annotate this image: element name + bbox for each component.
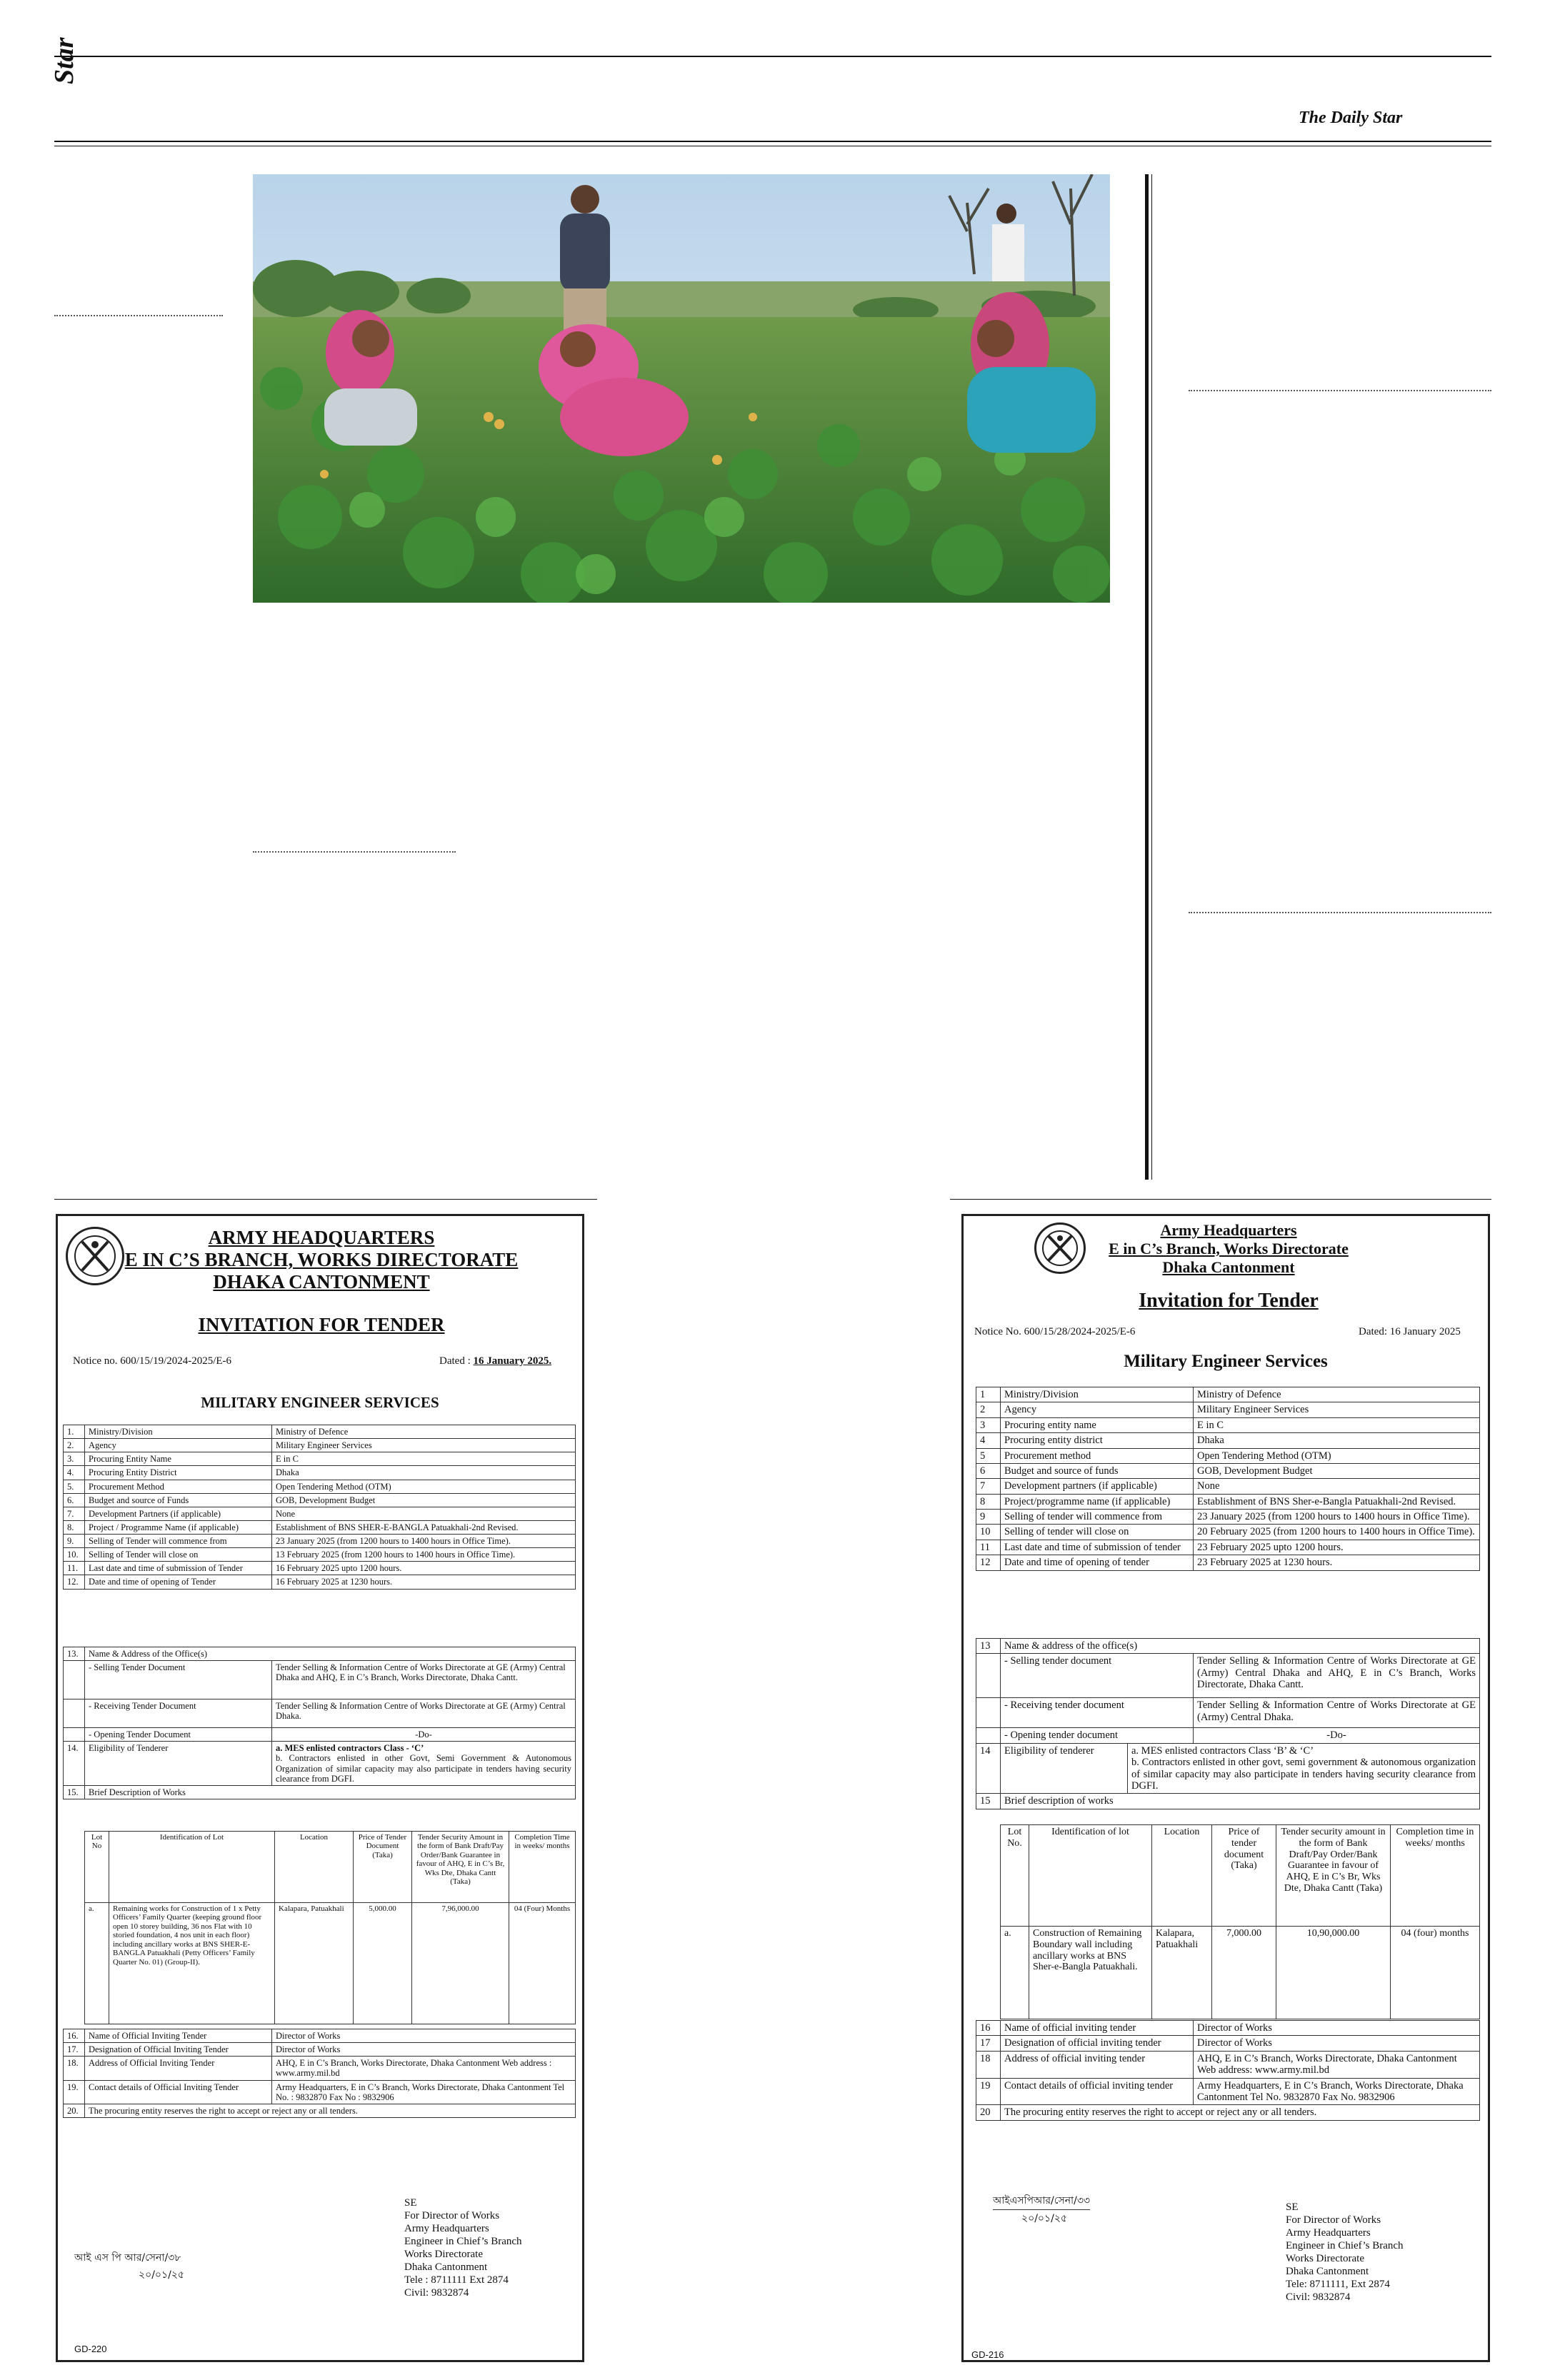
row-value: 13 February 2025 (from 1200 hours to 1400 hours in Office Time). [272, 1548, 576, 1562]
row-value: Open Tendering Method (OTM) [1194, 1448, 1480, 1463]
table-row [976, 1479, 1480, 1494]
row-label: The procuring entity reserves the right to accept or reject any or all tenders. [1001, 2105, 1480, 2120]
notice1-title [107, 1227, 536, 1293]
works-header-row [85, 1832, 576, 1903]
works-header-cell: Location [1152, 1825, 1212, 1927]
row-label: - Selling tender document [1001, 1654, 1194, 1698]
row-number: 2. [64, 1439, 85, 1452]
works-header-cell: Tender Security Amount in the form of Bank Draft/Pay Order/Bank Guarantee in favour of AHQ, E in C’s Br, Wks Dte, Dhaka Cantt (Taka) [412, 1832, 509, 1903]
notice1-table-bottom [63, 2029, 576, 2118]
row-value: GOB, Development Budget [272, 1493, 576, 1507]
table-row [976, 1387, 1480, 1402]
works-cell: 7,000.00 [1212, 1927, 1276, 2019]
row-number: 20 [976, 2105, 1001, 2120]
row-value: -Do- [272, 1728, 576, 1742]
row-number: 6 [976, 1463, 1001, 1478]
row-label: Procuring entity name [1001, 1417, 1194, 1432]
row-label: Selling of tender will close on [1001, 1525, 1194, 1540]
table-row [976, 2021, 1480, 2036]
divider-dots [1189, 390, 1491, 391]
table-row [64, 1562, 576, 1575]
row-label: Procurement method [1001, 1448, 1194, 1463]
daily-star-logo: The Daily Star [1299, 109, 1403, 127]
row-label: Procuring Entity District [85, 1466, 272, 1480]
works-cell: 7,96,000.00 [412, 1903, 509, 2024]
row-value: Ministry of Defence [1194, 1387, 1480, 1402]
works-header-cell: Identification of Lot [109, 1832, 275, 1903]
row-value: GOB, Development Budget [1194, 1463, 1480, 1478]
row-label: Ministry/Division [85, 1425, 272, 1439]
row-number: 7. [64, 1507, 85, 1520]
notice1-title-line1: ARMY HEADQUARTERS [208, 1227, 435, 1248]
row-label: Name of official inviting tender [1001, 2021, 1194, 2036]
notice1-notice-no: Notice no. 600/15/19/2024-2025/E-6 [73, 1355, 232, 1367]
notice1-ref: আই এস পি আর/সেনা/৩৮ ২০/০১/২৫ [74, 2252, 185, 2281]
table-row: 13 Name & address of the office(s) [976, 1639, 1480, 1654]
row-value: None [1194, 1479, 1480, 1494]
row-number: 1. [64, 1425, 85, 1439]
row-number: 4. [64, 1466, 85, 1480]
table-row [64, 1520, 576, 1534]
table-row [64, 1480, 576, 1493]
row-number: 8 [976, 1494, 1001, 1509]
notice1-title-line2: E IN C’S BRANCH, WORKS DIRECTORATE [124, 1249, 519, 1270]
notice2-title-line1: Army Headquarters [1160, 1221, 1297, 1239]
works-header-row [1001, 1825, 1480, 1927]
table-row [64, 2080, 576, 2104]
potato-harvest-photo [253, 174, 1110, 603]
row-label: Last date and time of submission of Tender [85, 1562, 272, 1575]
notice2-title-line3: Dhaka Cantonment [1162, 1258, 1295, 1276]
signature-line: SE [1286, 2201, 1299, 2213]
table-row [976, 1417, 1480, 1432]
table-row [64, 1535, 576, 1548]
table-row [64, 2029, 576, 2043]
works-cell: 10,90,000.00 [1276, 1927, 1391, 2019]
signature-line: SE [404, 2197, 417, 2209]
table-row: 15 Brief description of works [976, 1794, 1480, 1809]
table-row [976, 2051, 1480, 2078]
row-label: Project/programme name (if applicable) [1001, 1494, 1194, 1509]
signature-line: Dhaka Cantonment [404, 2261, 488, 2273]
works-cell: 04 (Four) Months [509, 1903, 576, 2024]
signature-line: Army Headquarters [1286, 2227, 1371, 2239]
row-label: Budget and source of Funds [85, 1493, 272, 1507]
row-label: Agency [1001, 1402, 1194, 1417]
signature-line: Engineer in Chief’s Branch [1286, 2240, 1404, 2251]
column-rule-thin [1151, 174, 1152, 1180]
table-row [64, 1466, 576, 1480]
table-row [976, 1433, 1480, 1448]
row-label: Date and time of opening of tender [1001, 1555, 1194, 1570]
row-number: 19. [64, 2080, 85, 2104]
notice2-table-bottom [976, 2020, 1480, 2121]
notice2-notice-no: Notice No. 600/15/28/2024-2025/E-6 [974, 1326, 1136, 1337]
table-row [64, 1699, 576, 1728]
table-row [976, 2105, 1480, 2120]
row-value: Establishment of BNS SHER-E-BANGLA Patuakhali-2nd Revised. [272, 1520, 576, 1534]
row-number: 3 [976, 1417, 1001, 1432]
row-value: Military Engineer Services [1194, 1402, 1480, 1417]
row-number: 5. [64, 1480, 85, 1493]
row-label: Contact details of Official Inviting Tender [85, 2080, 272, 2104]
row-number: 11 [976, 1540, 1001, 1555]
table-row [976, 1510, 1480, 1525]
works-cell: Remaining works for Construction of 1 x Petty Officers’ Family Quarter (keeping ground floor open 10 storey building, 36 nos Flat with 10 storied foundation, 4 nos unit in each floor) including ancillary works at BNS SHER-E-BANGLA Patuakhali (Petty Officers’ Family Quarter No. 01) (Group-II). [109, 1903, 275, 2024]
table-row: 14 Eligibility of tenderer a. MES enlisted contractors Class ‘B’ & ‘C’ b. Contractors enlisted in other govt, semi government & autonomous organization of similar capacity may also participate in tenders having security clearance from DGFI. [976, 1743, 1480, 1794]
table-row: 14. Eligibility of Tenderer a. MES enlisted contractors Class - ‘C’ b. Contractors enlisted in other Govt, Semi Government & Autonomous Organization of similar capacity may also participate in tenders having security clearance from DGFI. [64, 1742, 576, 1786]
row-label: - Opening tender document [1001, 1728, 1194, 1743]
row-label: Last date and time of submission of tender [1001, 1540, 1194, 1555]
table-row [976, 1555, 1480, 1570]
notice2-title-line2: E in C’s Branch, Works Directorate [1109, 1240, 1349, 1257]
row-value: Director of Works [1194, 2021, 1480, 2036]
star-logo: Star [49, 37, 79, 84]
signature-line: Works Directorate [1286, 2253, 1364, 2264]
row-label: Brief description of works [1001, 1794, 1480, 1809]
row-label: Project / Programme Name (if applicable) [85, 1520, 272, 1534]
divider-dots [54, 315, 223, 316]
row-value: Establishment of BNS Sher-e-Bangla Patuakhali-2nd Revised. [1194, 1494, 1480, 1509]
row-value: AHQ, E in C’s Branch, Works Directorate, Dhaka Cantonment Web address: www.army.mil.bd [1194, 2051, 1480, 2078]
works-header-cell: Location [275, 1832, 354, 1903]
table-row: 20. The procuring entity reserves the right to accept or reject any or all tenders. [64, 2104, 576, 2117]
row-number: 3. [64, 1452, 85, 1466]
row-label: Brief Description of Works [85, 1785, 576, 1799]
row-value: Director of Works [272, 2029, 576, 2043]
notice2-heading: Invitation for Tender [1139, 1290, 1319, 1312]
works-header-cell: Tender security amount in the form of Bank Draft/Pay Order/Bank Guarantee in favour of AHQ, E in C’s Br, Wks Dte, Dhaka Cantt (Taka) [1276, 1825, 1391, 1927]
works-cell: 04 (four) months [1391, 1927, 1480, 2019]
row-number: 6. [64, 1493, 85, 1507]
row-number: 11. [64, 1562, 85, 1575]
row-value: Ministry of Defence [272, 1425, 576, 1439]
masthead-bottom-rule [54, 141, 1491, 142]
row-number: 4 [976, 1433, 1001, 1448]
row-label: Ministry/Division [1001, 1387, 1194, 1402]
table-row [64, 1575, 576, 1589]
row-number: 17. [64, 2043, 85, 2057]
row-number: 10. [64, 1548, 85, 1562]
row-value: E in C [272, 1452, 576, 1466]
table-row [976, 1525, 1480, 1540]
notice1-dated-value: 16 January 2025. [473, 1355, 552, 1367]
works-header-cell: Lot No. [1001, 1825, 1029, 1927]
notice1-works-table [84, 1831, 576, 2024]
notice1-dated [439, 1355, 551, 1367]
notice1-table-lower [63, 1647, 576, 1799]
row-label: Address of official inviting tender [1001, 2051, 1194, 2078]
works-header-cell: Price of Tender Document (Taka) [354, 1832, 412, 1903]
table-row [976, 1728, 1480, 1743]
row-value: a. MES enlisted contractors Class - ‘C’ b. Contractors enlisted in other Govt, Semi Government & Autonomous Organization of similar capacity may also participate in tenders having security clearance from DGFI. [272, 1742, 576, 1786]
row-value: -Do- [1194, 1728, 1480, 1743]
row-label: Date and time of opening of Tender [85, 1575, 272, 1589]
notice2-gd-code: GD-216 [971, 2349, 1004, 2360]
table-row [64, 1548, 576, 1562]
row-label: - Receiving Tender Document [85, 1699, 272, 1728]
notice1-title-line3: DHAKA CANTONMENT [213, 1271, 430, 1292]
row-value: Military Engineer Services [272, 1439, 576, 1452]
row-value: Open Tendering Method (OTM) [272, 1480, 576, 1493]
table-row [64, 2043, 576, 2057]
signature-line: Engineer in Chief’s Branch [404, 2236, 522, 2247]
row-value: None [272, 1507, 576, 1520]
row-value: 23 February 2025 upto 1200 hours. [1194, 1540, 1480, 1555]
row-number: 2 [976, 1402, 1001, 1417]
row-label: - Receiving tender document [1001, 1698, 1194, 1728]
section-rule [54, 1199, 597, 1200]
divider-dots [253, 851, 456, 853]
row-value: 20 February 2025 (from 1200 hours to 1400 hours in Office Time). [1194, 1525, 1480, 1540]
row-number: 9 [976, 1510, 1001, 1525]
row-value: Tender Selling & Information Centre of Works Directorate at GE (Army) Central Dhaka and AHQ, E in C’s Branch, Works Directorate, Dhaka Cantt. [272, 1661, 576, 1699]
row-value: 23 February 2025 at 1230 hours. [1194, 1555, 1480, 1570]
signature-line: Army Headquarters [404, 2223, 489, 2234]
table-row [64, 1425, 576, 1439]
signature-line: Civil: 9832874 [404, 2287, 469, 2299]
row-value: AHQ, E in C’s Branch, Works Directorate, Dhaka Cantonment Web address : www.army.mil.bd [272, 2057, 576, 2080]
works-header-cell: Lot No [85, 1832, 109, 1903]
row-label: Designation of official inviting tender [1001, 2036, 1194, 2051]
works-cell: Kalapara, Patuakhali [275, 1903, 354, 2024]
row-value: Army Headquarters, E in C’s Branch, Works Directorate, Dhaka Cantonment Tel No. : 9832870 Fax No : 9832906 [272, 2080, 576, 2104]
table-row [976, 2078, 1480, 2105]
row-label: Selling of tender will commence from [1001, 1510, 1194, 1525]
row-number: 8. [64, 1520, 85, 1534]
row-number: 10 [976, 1525, 1001, 1540]
table-row [976, 1463, 1480, 1478]
notice1-heading: INVITATION FOR TENDER [198, 1314, 445, 1335]
notice2-table-lower [976, 1638, 1480, 1809]
table-row [976, 1402, 1480, 1417]
notice2-title [1014, 1221, 1443, 1277]
row-label: Budget and source of funds [1001, 1463, 1194, 1478]
row-number: 18 [976, 2051, 1001, 2078]
row-label: Selling of Tender will commence from [85, 1535, 272, 1548]
row-value: Tender Selling & Information Centre of Works Directorate at GE (Army) Central Dhaka and AHQ, E in C’s Branch, Works Directorate, Dhaka Cantt. [1194, 1654, 1480, 1698]
signature-line: Tele: 8711111, Ext 2874 [1286, 2279, 1390, 2290]
row-number: 17 [976, 2036, 1001, 2051]
signature-line: For Director of Works [404, 2210, 500, 2221]
notice1-table [63, 1425, 576, 1590]
row-value: 23 January 2025 (from 1200 hours to 1400 hours in Office Time). [272, 1535, 576, 1548]
row-number: 5 [976, 1448, 1001, 1463]
table-row [976, 2036, 1480, 2051]
row-label: Eligibility of tenderer [1001, 1743, 1128, 1794]
table-row [64, 1661, 576, 1699]
row-label: Development partners (if applicable) [1001, 1479, 1194, 1494]
notice1-dated-label: Dated : [439, 1355, 471, 1367]
row-value: E in C [1194, 1417, 1480, 1432]
row-label: Selling of Tender will close on [85, 1548, 272, 1562]
row-value: Army Headquarters, E in C’s Branch, Works Directorate, Dhaka Cantonment Tel No. 9832870 Fax No. 9832906 [1194, 2078, 1480, 2105]
signature-line: Civil: 9832874 [1286, 2291, 1351, 2303]
signature-line: Tele : 8711111 Ext 2874 [404, 2274, 509, 2286]
notice2-signature [1286, 2201, 1404, 2304]
table-row [64, 1439, 576, 1452]
row-value: 16 February 2025 upto 1200 hours. [272, 1562, 576, 1575]
notice1-signature [404, 2196, 522, 2299]
row-value: 16 February 2025 at 1230 hours. [272, 1575, 576, 1589]
row-number: 1 [976, 1387, 1001, 1402]
divider-dots [1189, 912, 1491, 913]
row-value: 23 January 2025 (from 1200 hours to 1400 hours in Office Time). [1194, 1510, 1480, 1525]
table-row [64, 1507, 576, 1520]
table-row [976, 1494, 1480, 1509]
works-cell: a. [1001, 1927, 1029, 2019]
section-rule [950, 1199, 1491, 1200]
row-number: 16. [64, 2029, 85, 2043]
column-rule [1145, 174, 1149, 1180]
works-cell: Kalapara, Patuakhali [1152, 1927, 1212, 2019]
table-row [976, 1698, 1480, 1728]
row-label: - Selling Tender Document [85, 1661, 272, 1699]
table-row [64, 2057, 576, 2080]
notice1-subheading: MILITARY ENGINEER SERVICES [201, 1394, 439, 1411]
row-label: - Opening Tender Document [85, 1728, 272, 1742]
table-row [64, 1493, 576, 1507]
row-value: Dhaka [272, 1466, 576, 1480]
table-row [976, 1448, 1480, 1463]
notice2-subheading: Military Engineer Services [1124, 1352, 1328, 1371]
works-header-cell: Price of tender document (Taka) [1212, 1825, 1276, 1927]
row-label: Address of Official Inviting Tender [85, 2057, 272, 2080]
row-label: Name & address of the office(s) [1001, 1639, 1480, 1654]
row-label: Designation of Official Inviting Tender [85, 2043, 272, 2057]
works-header-cell: Completion time in weeks/ months [1391, 1825, 1480, 1927]
row-number: 9. [64, 1535, 85, 1548]
row-number: 19 [976, 2078, 1001, 2105]
table-row [976, 1654, 1480, 1698]
notice2-table [976, 1387, 1480, 1571]
row-number: 12. [64, 1575, 85, 1589]
notice2-ref: আইএসপিআর/সেনা/৩৩ ২০/০১/২৫ [993, 2192, 1090, 2227]
row-value: Tender Selling & Information Centre of Works Directorate at GE (Army) Central Dhaka. [272, 1699, 576, 1728]
works-cell: 5,000.00 [354, 1903, 412, 2024]
signature-line: For Director of Works [1286, 2214, 1381, 2226]
row-number: 16 [976, 2021, 1001, 2036]
works-cell: a. [85, 1903, 109, 2024]
row-label: Eligibility of Tenderer [85, 1742, 272, 1786]
row-number: 12 [976, 1555, 1001, 1570]
row-number: 18. [64, 2057, 85, 2080]
table-row [64, 1728, 576, 1742]
table-row [64, 1452, 576, 1466]
row-value: a. MES enlisted contractors Class ‘B’ & ‘C’ b. Contractors enlisted in other govt, semi government & autonomous organization of similar capacity may also participate in tenders having security clearance from DGFI. [1128, 1743, 1480, 1794]
row-label: Procurement Method [85, 1480, 272, 1493]
signature-line: Dhaka Cantonment [1286, 2266, 1369, 2277]
signature-line: Works Directorate [404, 2249, 483, 2260]
notice2-dated: Dated: 16 January 2025 [1359, 1326, 1461, 1337]
notice1-gd-code: GD-220 [74, 2344, 107, 2354]
works-row [85, 1903, 576, 2024]
table-row [976, 1540, 1480, 1555]
works-header-cell: Identification of lot [1029, 1825, 1152, 1927]
row-value: Director of Works [1194, 2036, 1480, 2051]
works-row [1001, 1927, 1480, 2019]
works-cell: Construction of Remaining Boundary wall including ancillary works at BNS Sher-e-Bangla Patuakhali. [1029, 1927, 1152, 2019]
row-number: 7 [976, 1479, 1001, 1494]
notice2-works-table [1000, 1824, 1480, 2019]
row-value: Tender Selling & Information Centre of Works Directorate at GE (Army) Central Dhaka. [1194, 1698, 1480, 1728]
row-label: Contact details of official inviting tender [1001, 2078, 1194, 2105]
row-label: Procuring entity district [1001, 1433, 1194, 1448]
row-label: Name & Address of the Office(s) [85, 1647, 576, 1661]
row-value: Director of Works [272, 2043, 576, 2057]
row-label: Name of Official Inviting Tender [85, 2029, 272, 2043]
table-row: 15. Brief Description of Works [64, 1785, 576, 1799]
row-label: The procuring entity reserves the right to accept or reject any or all tenders. [85, 2104, 576, 2117]
masthead-top-rule [54, 56, 1491, 57]
row-value: Dhaka [1194, 1433, 1480, 1448]
row-label: Procuring Entity Name [85, 1452, 272, 1466]
table-row: 13. Name & Address of the Office(s) [64, 1647, 576, 1661]
row-label: Agency [85, 1439, 272, 1452]
works-header-cell: Completion Time in weeks/ months [509, 1832, 576, 1903]
row-label: Development Partners (if applicable) [85, 1507, 272, 1520]
